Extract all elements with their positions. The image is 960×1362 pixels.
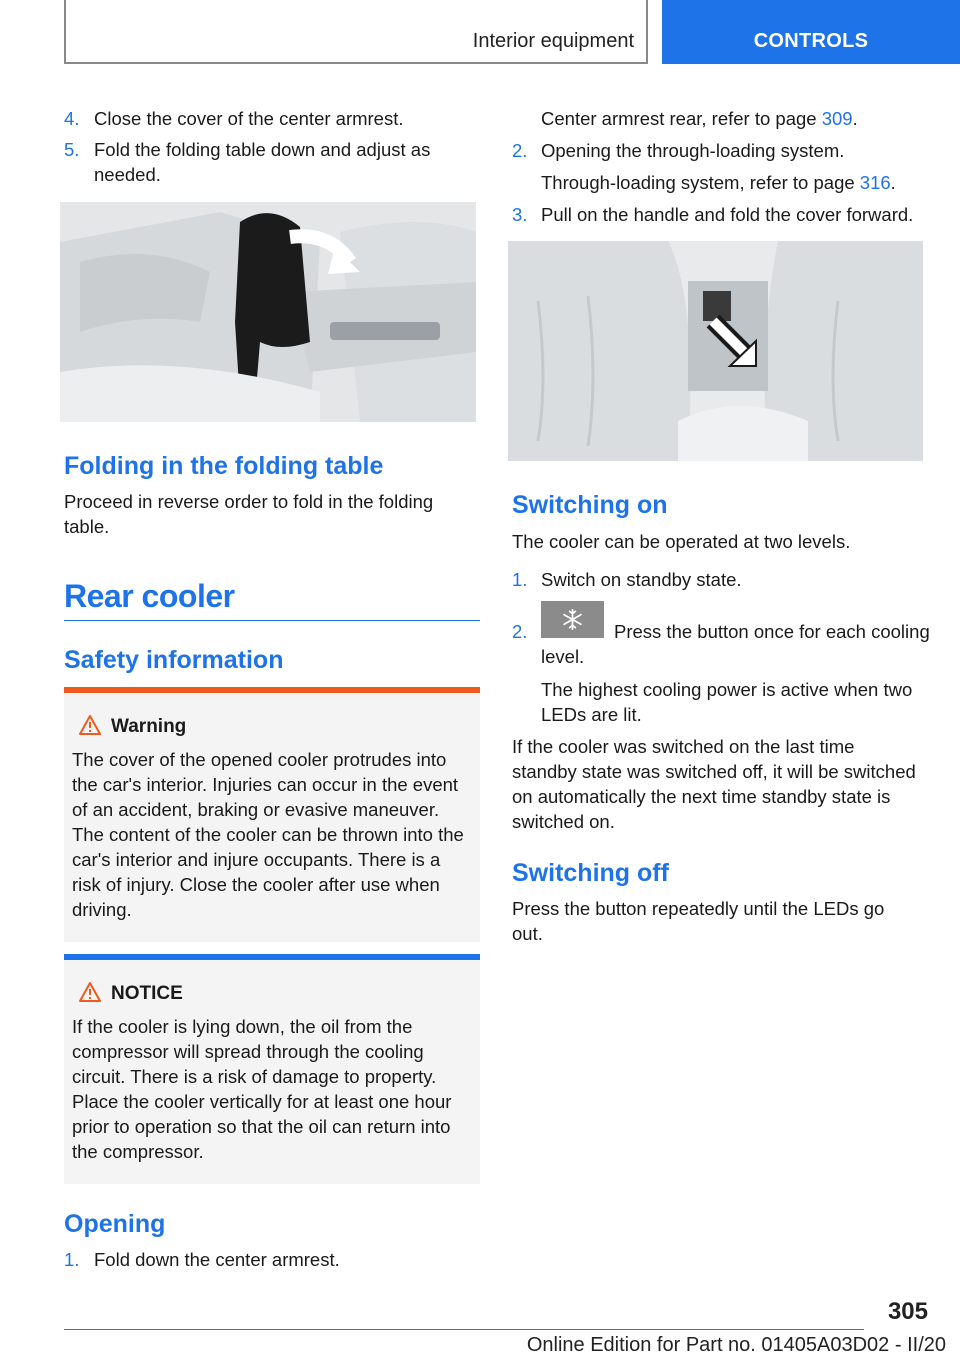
- caution-icon: [79, 982, 101, 1002]
- step-text: Opening the through-loading system.: [541, 140, 845, 161]
- step-text: Pull on the handle and fold the cover forward.: [541, 204, 914, 225]
- tab-controls-label: CONTROLS: [753, 30, 869, 52]
- switching-on-heading: Switching on: [512, 491, 668, 519]
- step-note: The highest cooling power is active when two LEDs are lit.: [541, 679, 913, 725]
- heading-rule: [64, 620, 480, 621]
- step-number: 1.: [64, 1249, 80, 1270]
- switching-off-text: Press the button repeatedly until the LEDs go out.: [512, 898, 885, 944]
- step-number: 2.: [512, 140, 528, 161]
- step-number: 1.: [512, 569, 528, 590]
- page-link[interactable]: 316: [859, 172, 891, 193]
- safety-heading: Safety information: [64, 646, 284, 674]
- step-text: Close the cover of the center armrest.: [94, 108, 404, 129]
- step-number: 2.: [512, 621, 528, 642]
- switching-on-text: The cooler can be operated at two levels.: [512, 531, 851, 552]
- page-link[interactable]: 309: [821, 108, 853, 129]
- step-number: 5.: [64, 139, 80, 160]
- warning-bar: [64, 687, 480, 693]
- switching-off-heading: Switching off: [512, 859, 669, 887]
- step-number: 4.: [64, 108, 80, 129]
- warning-box: [64, 687, 480, 942]
- step-text: Press the button once for each cooling level.: [541, 621, 930, 667]
- folding-heading: Folding in the folding table: [64, 452, 384, 480]
- switching-on-paragraph: If the cooler was switched on the last time standby state was switched off, it will be switched on automatically the next time standby state is switched on.: [512, 736, 916, 832]
- step-number: 3.: [512, 204, 528, 225]
- warning-title: Warning: [111, 716, 187, 737]
- warning-icon: [79, 715, 101, 735]
- folding-table-photo: [60, 202, 476, 422]
- notice-title: NOTICE: [111, 983, 183, 1004]
- opening-heading: Opening: [64, 1210, 166, 1238]
- notice-text: If the cooler is lying down, the oil from the compressor will spread through the cooling circuit. There is a risk of damage to property. Place the cooler vertically for at least one hour prior to operation so that the oil can return into the compressor.: [72, 1016, 452, 1162]
- step-text: Fold the folding table down and adjust as needed.: [94, 139, 431, 185]
- folding-text: Proceed in reverse order to fold in the folding table.: [64, 491, 434, 537]
- step-text: Switch on standby state.: [541, 569, 742, 590]
- reference-text: Through-loading system, refer to page 316.: [541, 172, 896, 193]
- reference-label: Center armrest rear, refer to page: [541, 108, 822, 129]
- edition-text: Online Edition for Part no. 01405A03D02 - II/20: [526, 1334, 946, 1356]
- through-loading-photo: [508, 241, 923, 461]
- tab-controls[interactable]: [662, 0, 960, 64]
- page-number: 305: [887, 1298, 928, 1325]
- warning-text: The cover of the opened cooler protrudes into the car's interior. Injuries can occur in the event of an accident, braking or evasive maneuver. The content of the cooler can be thrown into the car's interior and injure occupants. There is a risk of injury. Close the cooler after use when driving.: [72, 749, 464, 920]
- reference-text: Center armrest rear, refer to page 309.: [541, 108, 858, 129]
- footer-rule: [64, 1329, 864, 1330]
- notice-bar: [64, 954, 480, 960]
- step-text: Fold down the center armrest.: [94, 1249, 340, 1270]
- notice-box: [64, 954, 480, 1184]
- section-title: Interior equipment: [472, 30, 634, 52]
- rear-cooler-heading: Rear cooler: [64, 578, 235, 614]
- reference-label: Through-loading system, refer to page: [541, 172, 860, 193]
